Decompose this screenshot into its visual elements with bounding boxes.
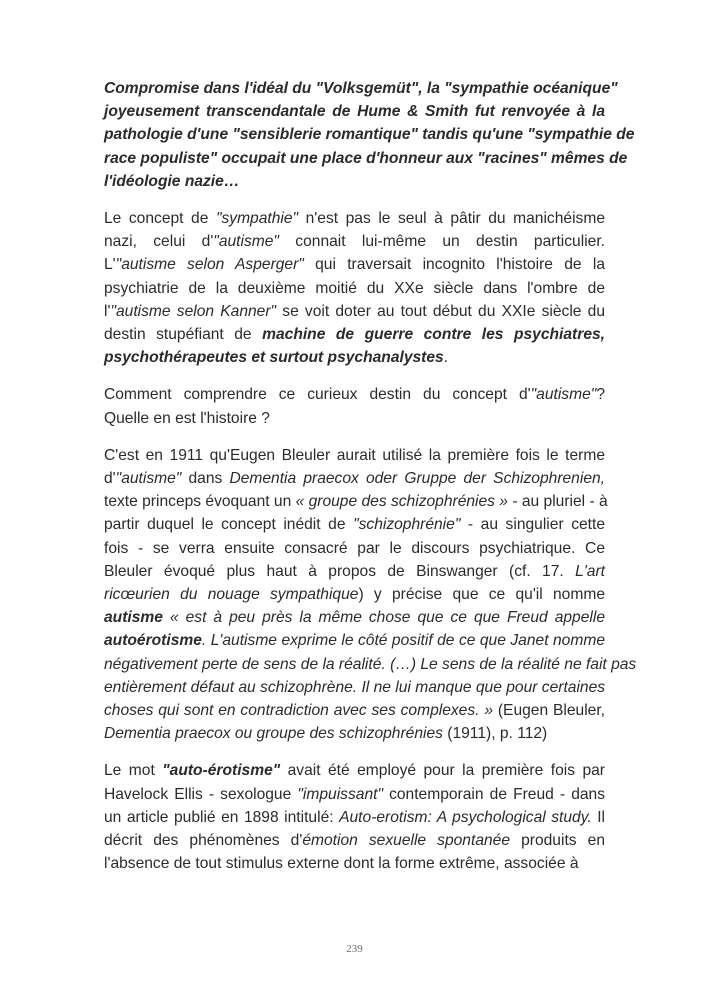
text-line (104, 806, 605, 829)
text-line (104, 653, 637, 676)
text-span: L'art (575, 562, 605, 580)
text-span: « est à peu près la même chose que ce que Freud appelle (162, 609, 605, 627)
text-span: autoérotisme (104, 632, 202, 650)
text-span: partir duquel le concept inédit de (104, 516, 354, 534)
text-span: . L'autisme exprime le côté positif de ce que Janet nomme (201, 632, 605, 650)
text-span: « groupe des schizophrénies » (295, 493, 508, 511)
text-span: "schizophrénie" (353, 516, 461, 534)
text-span: "impuissant" (297, 785, 383, 803)
paragraph (104, 383, 605, 429)
text-line (104, 759, 605, 782)
text-span: Le concept de (104, 210, 216, 228)
text-line (104, 230, 605, 253)
text-span: Il (591, 808, 605, 826)
text-line (104, 676, 605, 699)
text-span: un article publié en 1898 intitulé: (104, 808, 340, 826)
text-span: choses qui sont en contradiction avec ses complexes. » (104, 702, 493, 720)
text-line (104, 77, 618, 100)
text-span: . (443, 349, 449, 367)
text-span: joyeusement transcendantale de Hume & Smith fut renvoyée à la (104, 103, 605, 121)
text-line (104, 323, 605, 346)
text-line (104, 277, 605, 300)
text-line (104, 606, 605, 629)
text-line (104, 783, 605, 806)
text-span: "autisme" (530, 386, 597, 404)
text-span: ) y précise que ce qu'il nomme (358, 586, 605, 604)
text-span: l'absence de tout stimulus externe dont la forme extrême, associée à (104, 855, 579, 873)
text-span: Le mot (104, 762, 163, 780)
page-number: 239 (346, 943, 363, 955)
text-line (104, 467, 605, 490)
text-span: texte princeps évoquant un (104, 493, 296, 511)
text-line (104, 100, 605, 123)
text-line (104, 699, 605, 722)
text-span: Bleuler évoqué plus haut à propos de Binswanger (cf. 17. (104, 562, 576, 580)
text-span: d' (104, 470, 116, 488)
text-span: destin stupéfiant de (104, 326, 263, 344)
text-span: pathologie d'une "sensiblerie romantique" tandis qu'une "sympathie de (104, 126, 635, 144)
text-span: - au singulier cette (460, 516, 605, 534)
text-span: négativement perte de sens de la réalité. (…) Le sens de la réalité ne fait pas (104, 655, 637, 673)
text-line (104, 583, 605, 606)
text-span: (1911), p. 112) (442, 725, 548, 743)
text-line (104, 722, 605, 745)
text-line (104, 253, 605, 276)
text-span: Comment comprendre ce curieux destin du concept d' (104, 386, 531, 404)
text-span: émotion sexuelle spontanée (302, 832, 511, 850)
text-line (104, 537, 605, 560)
text-span: Auto-erotism: A psychological study. (339, 808, 592, 826)
text-line (104, 147, 628, 170)
text-span: l' (104, 302, 111, 320)
text-span: Havelock Ellis - sexologue (104, 785, 298, 803)
text-line (104, 513, 605, 536)
text-span: (Eugen Bleuler, (493, 702, 605, 720)
text-line (104, 407, 605, 430)
text-line (104, 123, 635, 146)
text-span: Dementia praecox ou groupe des schizophrénies (104, 725, 443, 743)
text-line (104, 490, 608, 513)
text-line (104, 300, 605, 323)
text-span: autisme (104, 609, 163, 627)
text-span: L' (104, 256, 116, 274)
text-span: décrit des phénomènes d' (104, 832, 303, 850)
text-span: ricœurien du nouage sympathique (104, 586, 359, 604)
text-span: qui traversait incognito l'histoire de la (303, 256, 606, 274)
text-line (104, 560, 605, 583)
paragraph (104, 444, 637, 746)
text-span: entièrement défaut au schizophrène. Il ne lui manque que pour certaines (104, 678, 606, 696)
text-span: - au pluriel - à (507, 493, 608, 511)
text-span: nazi, celui d' (104, 233, 214, 251)
paragraph (104, 77, 635, 193)
text-span: psychothérapeutes et surtout psychanalystes (104, 349, 444, 367)
text-span: psychiatrie de la deuxième moitié du XXe siècle dans l'ombre de (104, 279, 605, 297)
text-span: connait lui-même un destin particulier. (278, 233, 605, 251)
text-span: dans (181, 470, 230, 488)
text-line (104, 852, 605, 875)
text-line (104, 383, 605, 406)
text-span: n'est pas le seul à pâtir du manichéisme (298, 210, 605, 228)
body-text (104, 77, 637, 890)
text-span: "autisme" (213, 233, 279, 251)
text-span: "auto-érotisme" (162, 762, 281, 780)
text-line (104, 207, 605, 230)
paragraph (104, 207, 605, 369)
text-span: "autisme selon Kanner" (110, 302, 277, 320)
text-line (104, 170, 605, 193)
text-span: "sympathie" (215, 210, 299, 228)
text-span: l'idéologie nazie… (104, 172, 240, 190)
text-line (104, 346, 605, 369)
text-span: Compromise dans l'idéal du "Volksgemüt", la "sympathie océanique" (104, 80, 618, 97)
text-span: "autisme" (115, 470, 182, 488)
text-span: produits en (510, 832, 605, 850)
text-line (104, 829, 605, 852)
text-span: avait été employé pour la première fois par (280, 762, 605, 780)
text-span: "autisme selon Asperger" (115, 256, 304, 274)
text-span: Dementia praecox oder Gruppe der Schizophrenien, (229, 470, 605, 488)
text-span: ? (596, 386, 605, 404)
text-span: fois - se verra ensuite consacré par le discours psychiatrique. Ce (104, 539, 605, 557)
text-span: race populiste" occupait une place d'honneur aux "racines" mêmes de (104, 149, 628, 167)
paragraph (104, 759, 605, 875)
text-span: C'est en 1911 qu'Eugen Bleuler aurait utilisé la première fois le terme (104, 446, 605, 464)
text-line (104, 629, 605, 652)
text-span: se voit doter au tout début du XXIe siècle du (276, 302, 605, 320)
text-span: contemporain de Freud - dans (382, 785, 606, 803)
text-span: Quelle en est l'histoire ? (104, 409, 270, 427)
text-span: machine de guerre contre les psychiatres, (262, 326, 605, 344)
text-line (104, 444, 605, 467)
